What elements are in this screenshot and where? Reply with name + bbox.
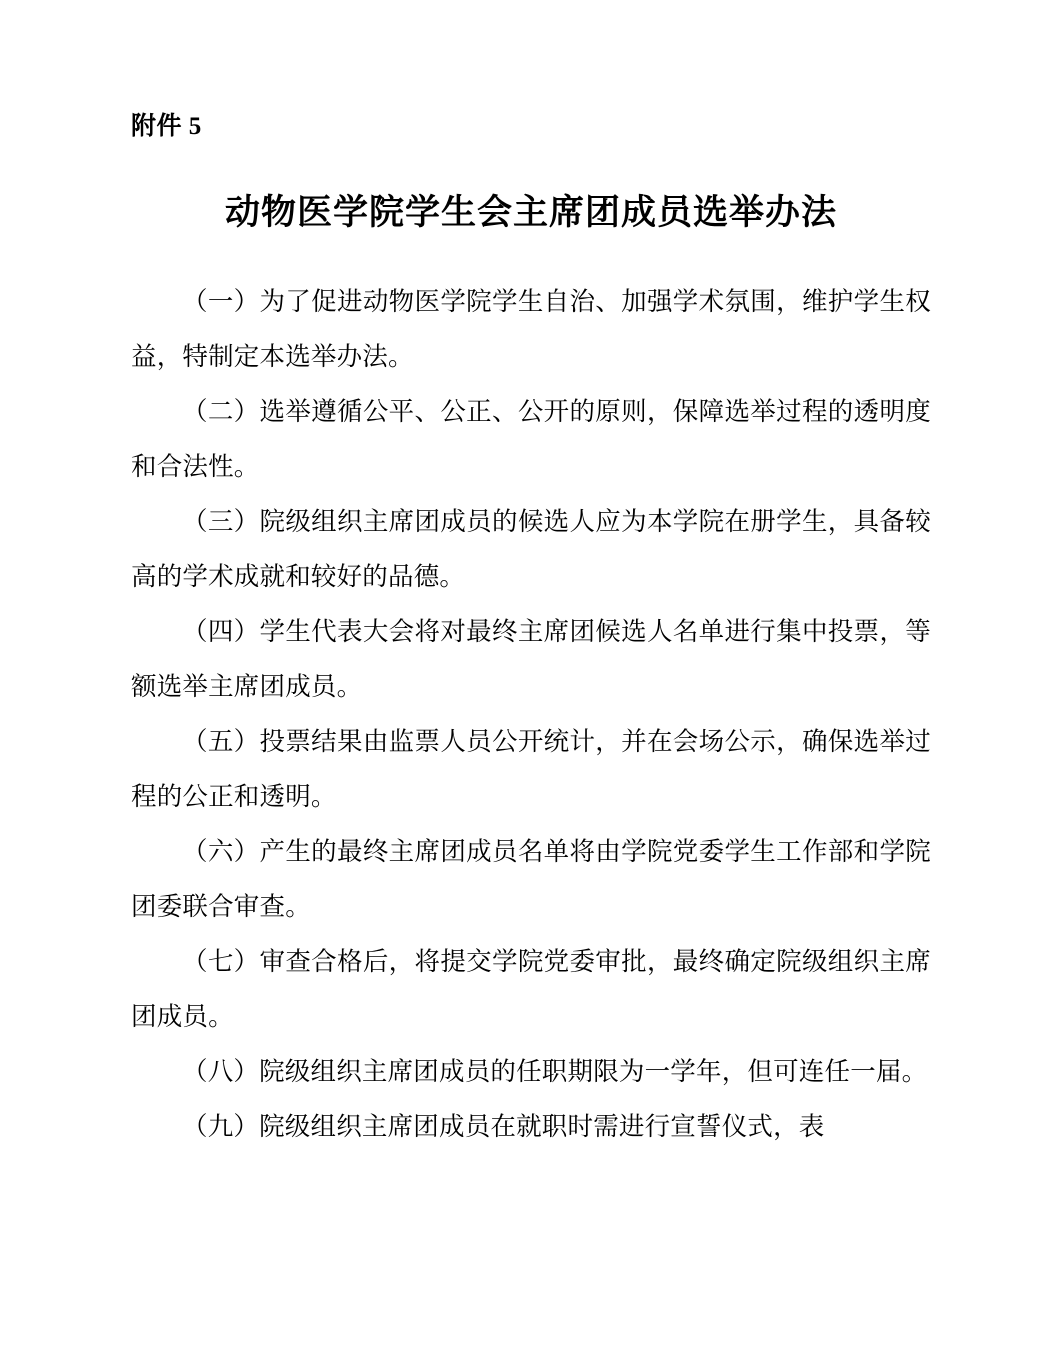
paragraph: （九）院级组织主席团成员在就职时需进行宣誓仪式，表 [182, 1111, 825, 1141]
paragraph: （八）院级组织主席团成员的任职期限为一学年，但可连任一届。 [182, 1056, 928, 1086]
paragraph: （二）选举遵循公平、公正、公开的原则，保障选举过程的透明度和合法性。 [131, 396, 931, 481]
paragraph: （六）产生的最终主席团成员名单将由学院党委学生工作部和学院团委联合审查。 [131, 836, 931, 921]
paragraph: （七）审查合格后，将提交学院党委审批，最终确定院级组织主席团成员。 [131, 946, 931, 1031]
attachment-label: 附件 5 [131, 113, 202, 140]
document-body [131, 274, 931, 1154]
paragraph: （三）院级组织主席团成员的候选人应为本学院在册学生，具备较高的学术成就和较好的品德。 [131, 506, 931, 591]
page-title: 动物医学院学生会主席团成员选举办法 [224, 193, 837, 232]
paragraph: （五）投票结果由监票人员公开统计，并在会场公示，确保选举过程的公正和透明。 [131, 726, 931, 811]
paragraph: （一）为了促进动物医学院学生自治、加强学术氛围，维护学生权益，特制定本选举办法。 [131, 286, 931, 371]
document-content [131, 0, 931, 1154]
paragraph: （四）学生代表大会将对最终主席团候选人名单进行集中投票，等额选举主席团成员。 [131, 616, 931, 701]
